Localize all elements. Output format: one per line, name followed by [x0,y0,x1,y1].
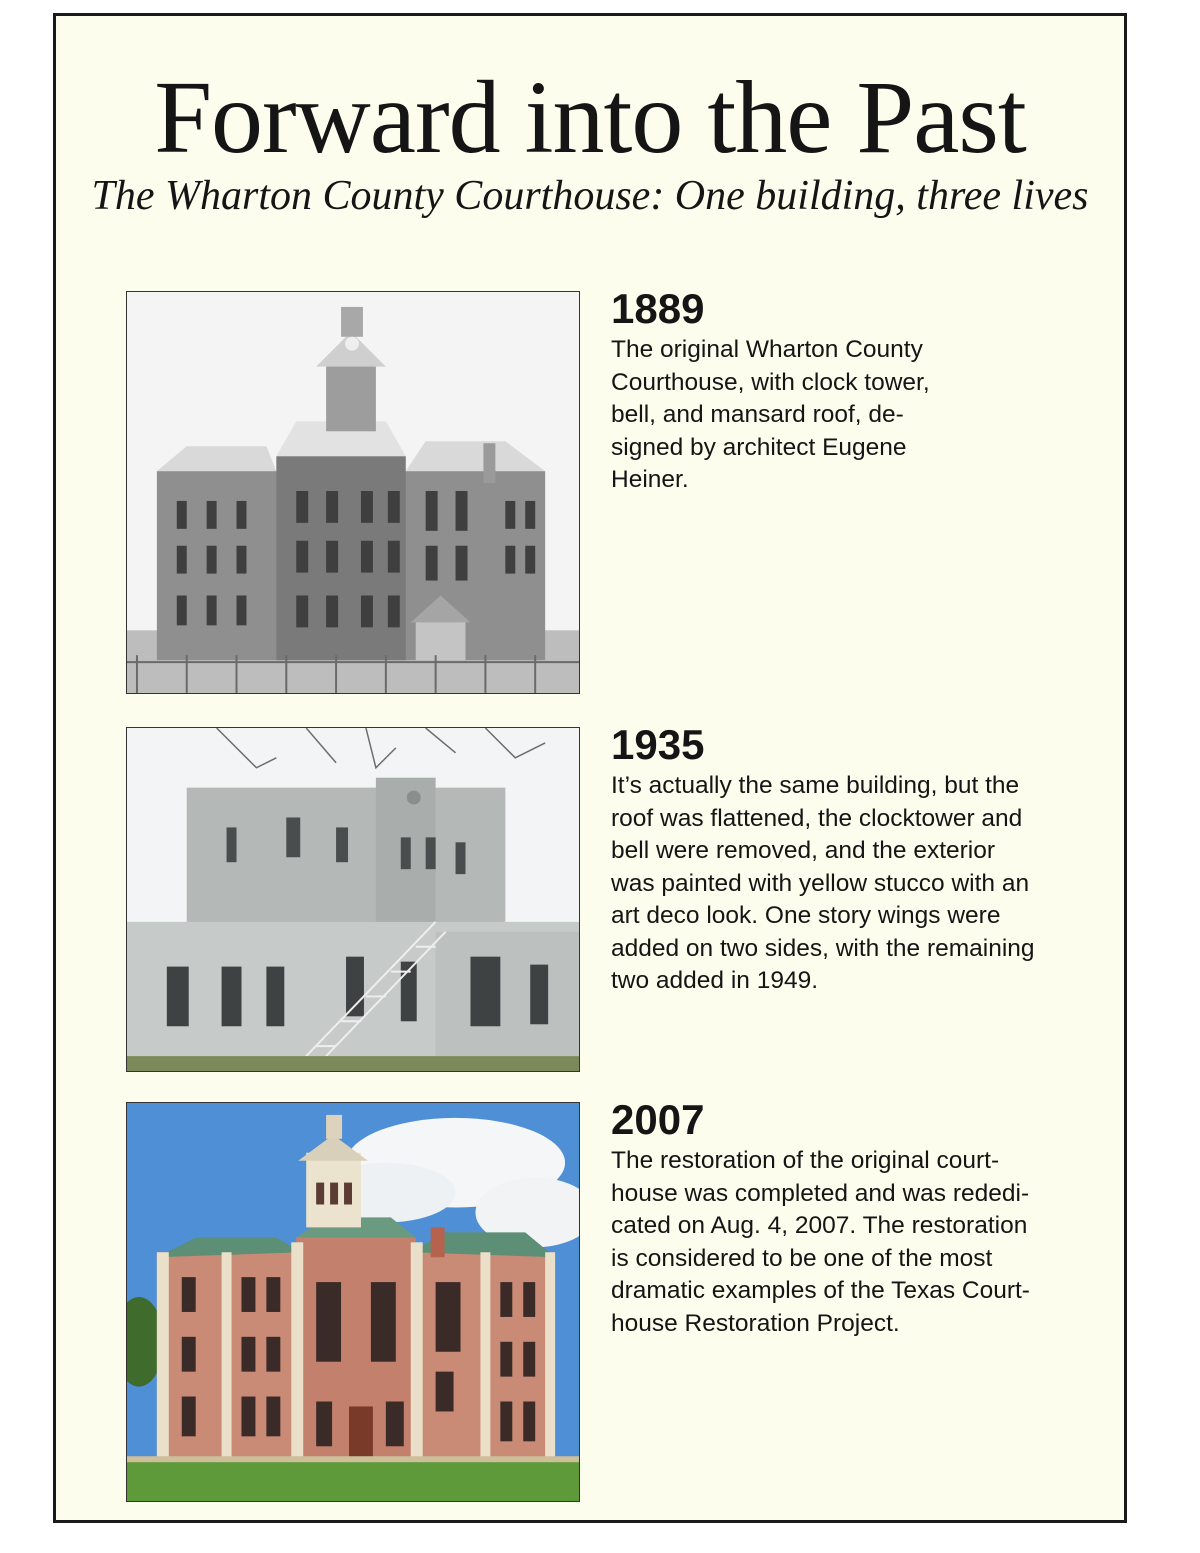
art-deco-courthouse-image [127,728,579,1071]
historic-courthouse-image [127,292,579,693]
photo-2007 [126,1102,580,1502]
entry-2007 [611,1097,1111,1340]
entry-description: The original Wharton County Courthouse, with clock tower, bell, and mansard roof, de- signed by architect Eugene Heiner. [611,336,930,493]
entry-description: It’s actually the same building, but the roof was flattened, the clocktower and bell were removed, and the exterior was painted with yellow stucco with an art deco look. One story wings were added on two sides, with the remaining two added in 1949. [611,772,1035,994]
entry-1889 [611,286,1111,497]
entry-year: 1935 [611,721,705,768]
entry-year: 1889 [611,285,705,332]
page-subtitle: The Wharton County Courthouse: One building, three lives [91,173,1089,219]
photo-1889 [126,291,580,694]
entry-year: 2007 [611,1096,705,1143]
entry-description: The restoration of the original court- house was completed and was rededi- cated on Aug. 4, 2007. The restoration is considered to be one of the most dramatic examples of the Texas Court- house Restoration Project. [611,1147,1030,1337]
entry-1935 [611,722,1111,998]
page-title: Forward into the Past [154,60,1026,175]
restored-courthouse-image [127,1103,579,1501]
photo-1935 [126,727,580,1072]
poster-frame [53,13,1127,1523]
